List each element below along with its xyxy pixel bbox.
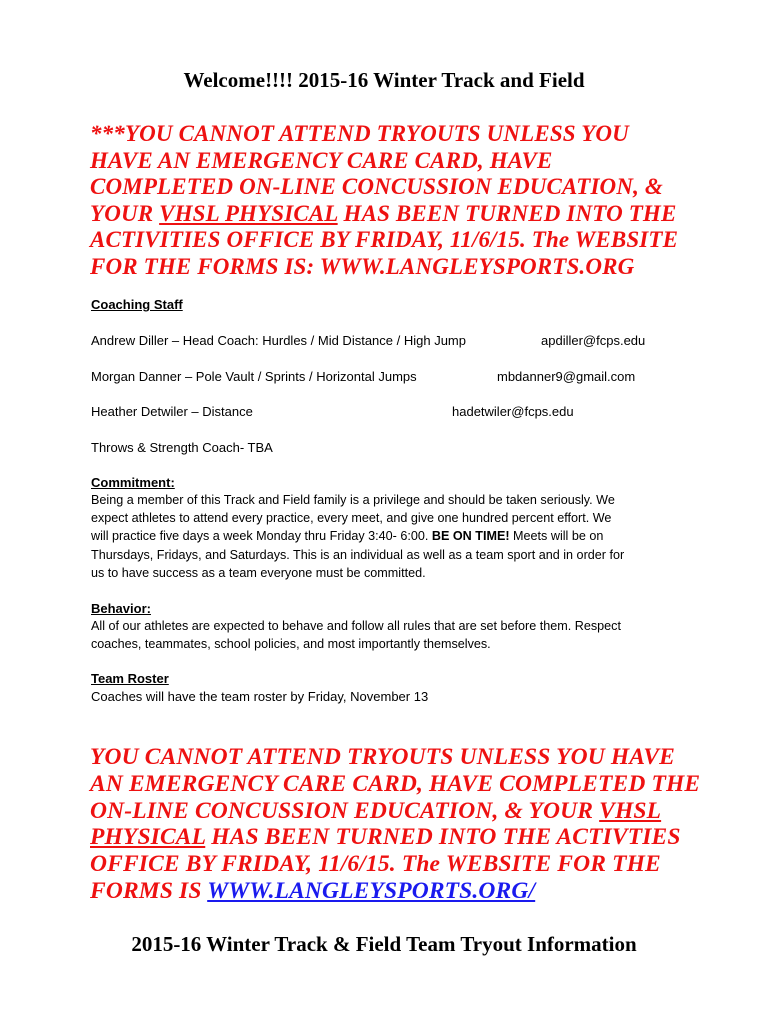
- tryout-warning-top: ***YOU CANNOT ATTEND TRYOUTS UNLESS YOU HAVE AN EMERGENCY CARE CARD, HAVE COMPLETED ON-LINE CONCUSSION EDUCATION, & YOUR VHSL PHYSICAL HAS BEEN TURNED INTO THE ACTIVITIES OFFICE BY FRIDAY, 11/6/15. The WEBSITE FOR THE FORMS IS: WWW.LANGLEYSPORTS.ORG: [90, 121, 679, 279]
- email-diller[interactable]: apdiller@fcps.edu: [541, 333, 646, 348]
- coach-row-diller: Andrew Diller – Head Coach: Hurdles / Mid Distance / High Jump: [91, 333, 466, 348]
- behavior-paragraph: All of our athletes are expected to behave and follow all rules that are set before them. Respect coaches, teammates, school policies, and most importantly themselves.: [91, 619, 621, 652]
- langley-sports-link[interactable]: WWW.LANGLEYSPORTS.ORG/: [207, 877, 536, 904]
- coach-row-detwiler: Heather Detwiler – Distance: [91, 404, 253, 419]
- email-detwiler[interactable]: hadetwiler@fcps.edu: [452, 404, 574, 419]
- vhsl-physical-text: VHSL PHYSICAL: [159, 200, 338, 226]
- commitment-paragraph: Being a member of this Track and Field family is a privilege and should be taken seriously. We expect athletes to attend every practice, every meet, and give one hundred percent effort. We will practice five days a week Monday thru Friday 3:40- 6:00. BE ON TIME! Meets will be on Thursdays, Fridays, and Saturdays. This is an individual as well as a team sport and in order for us to have success as a team everyone must be committed.: [91, 493, 625, 580]
- vhsl-physical-text: PHYSICAL: [90, 824, 206, 851]
- be-on-time-text: BE ON TIME!: [431, 529, 510, 544]
- team-roster-text: Coaches will have the team roster by Friday, November 13: [91, 689, 429, 704]
- coach-row-throws: Throws & Strength Coach- TBA: [91, 440, 273, 455]
- tryout-info-title: 2015-16 Winter Track & Field Team Tryout Information: [131, 932, 637, 956]
- coaching-staff-heading: Coaching Staff: [91, 297, 183, 312]
- coach-row-danner: Morgan Danner – Pole Vault / Sprints / Horizontal Jumps: [91, 369, 417, 384]
- email-danner[interactable]: mbdanner9@gmail.com: [497, 369, 636, 384]
- behavior-heading: Behavior:: [91, 601, 151, 616]
- commitment-heading: Commitment:: [91, 475, 175, 490]
- page-title: Welcome!!!! 2015-16 Winter Track and Field: [183, 68, 585, 92]
- team-roster-heading: Team Roster: [91, 671, 169, 686]
- tryout-warning-bottom: YOU CANNOT ATTEND TRYOUTS UNLESS YOU HAVE AN EMERGENCY CARE CARD, HAVE COMPLETED THE ON-LINE CONCUSSION EDUCATION, & YOUR VHSL PHYSICAL HAS BEEN TURNED INTO THE ACTIVTIES OFFICE BY FRIDAY, 11/6/15. The WEBSITE FOR THE FORMS IS WWW.LANGLEYSPORTS.ORG/: [90, 744, 701, 904]
